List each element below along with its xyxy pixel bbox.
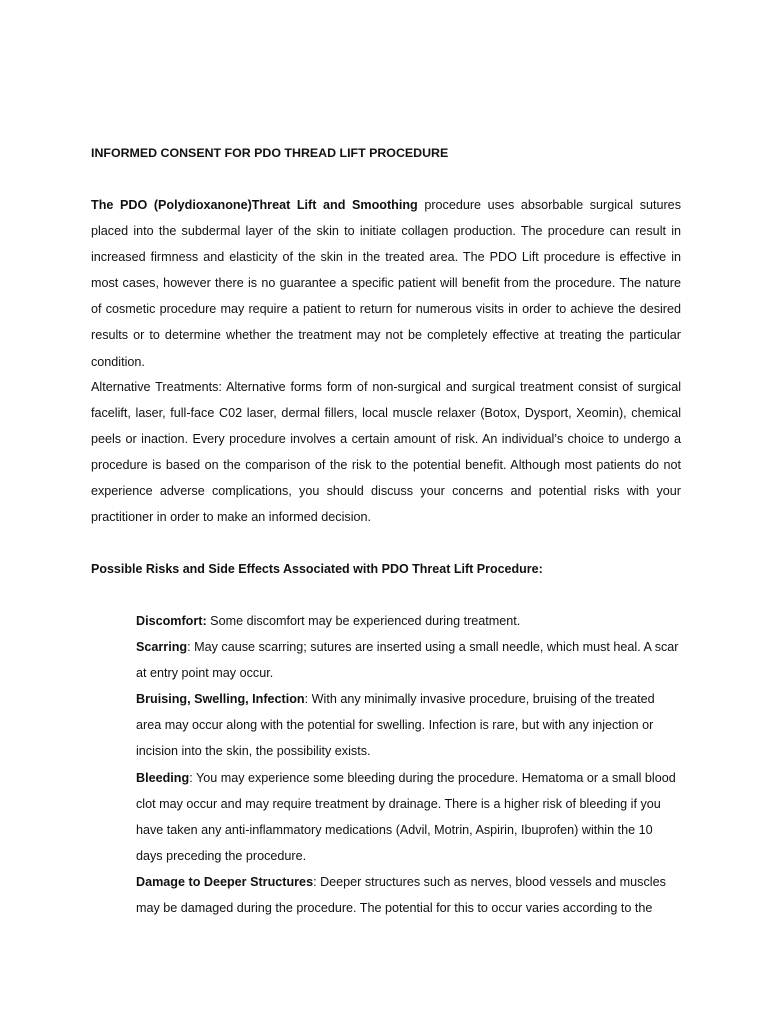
document-title: INFORMED CONSENT FOR PDO THREAD LIFT PROCEDURE — [91, 146, 449, 160]
risk-description: : Deeper structures such as nerves, blood vessels and muscles may be damaged during the procedure. The potential for this to occur varies according to the — [136, 874, 666, 916]
risk-term: Bruising, Swelling, Infection — [136, 692, 305, 707]
risk-term: Scarring — [136, 640, 188, 655]
risk-description: : You may experience some bleeding during the procedure. Hematoma or a small blood clot may occur and may require treatment by drainage. There is a higher risk of bleeding if you have taken any anti-inflammatory medications (Advil, Motrin, Aspirin, Ibuprofen) within the 10 days preceding the procedure. — [136, 770, 676, 863]
risk-list — [136, 608, 681, 921]
risks-heading: Possible Risks and Side Effects Associated with PDO Threat Lift Procedure: — [91, 562, 543, 576]
alternative-treatments-paragraph: Alternative Treatments: Alternative forms form of non-surgical and surgical treatment consist of surgical facelift, laser, full-face C02 laser, dermal fillers, local muscle relaxer (Botox, Dysport, Xeomin), chemical peels or inaction. Every procedure involves a certain amount of risk. An individual’s choice to undergo a procedure is based on the comparison of the risk to the potential benefit. Although most patients do not experience adverse complications, you should discuss your concerns and potential risks with your practitioner in order to make an informed decision. — [91, 380, 681, 525]
risk-description: : With any minimally invasive procedure, bruising of the treated area may occur along with the potential for swelling. Infection is rare, but with any injection or incision into the skin, the possibility exists. — [136, 692, 655, 759]
risk-item-discomfort — [136, 608, 681, 634]
risk-description: : May cause scarring; sutures are inserted using a small needle, which must heal. A scar at entry point may occur. — [136, 640, 679, 681]
risk-term: Damage to Deeper Structures — [136, 874, 314, 889]
risk-item-scarring — [136, 634, 681, 686]
risk-item-bruising — [136, 686, 681, 764]
risk-description: Some discomfort may be experienced during treatment. — [206, 614, 521, 628]
risk-item-deeper-structures — [136, 869, 681, 921]
intro-lead: The PDO (Polydioxanone)Threat Lift and Smoothing — [91, 198, 418, 212]
intro-paragraph — [91, 192, 681, 375]
risk-item-bleeding — [136, 765, 681, 869]
intro-body: procedure uses absorbable surgical sutures placed into the subdermal layer of the skin to initiate collagen production. The procedure can result in increased firmness and elasticity of the skin in the treated area. The PDO Lift procedure is effective in most cases, however there is no guarantee a specific patient will benefit from the procedure. The nature of cosmetic procedure may require a patient to return for numerous visits in order to achieve the desired results or to determine whether the treatment may not be completely effective at treating the particular condition. — [91, 198, 681, 369]
risk-term: Discomfort: — [136, 614, 207, 628]
risk-term: Bleeding — [136, 770, 190, 785]
